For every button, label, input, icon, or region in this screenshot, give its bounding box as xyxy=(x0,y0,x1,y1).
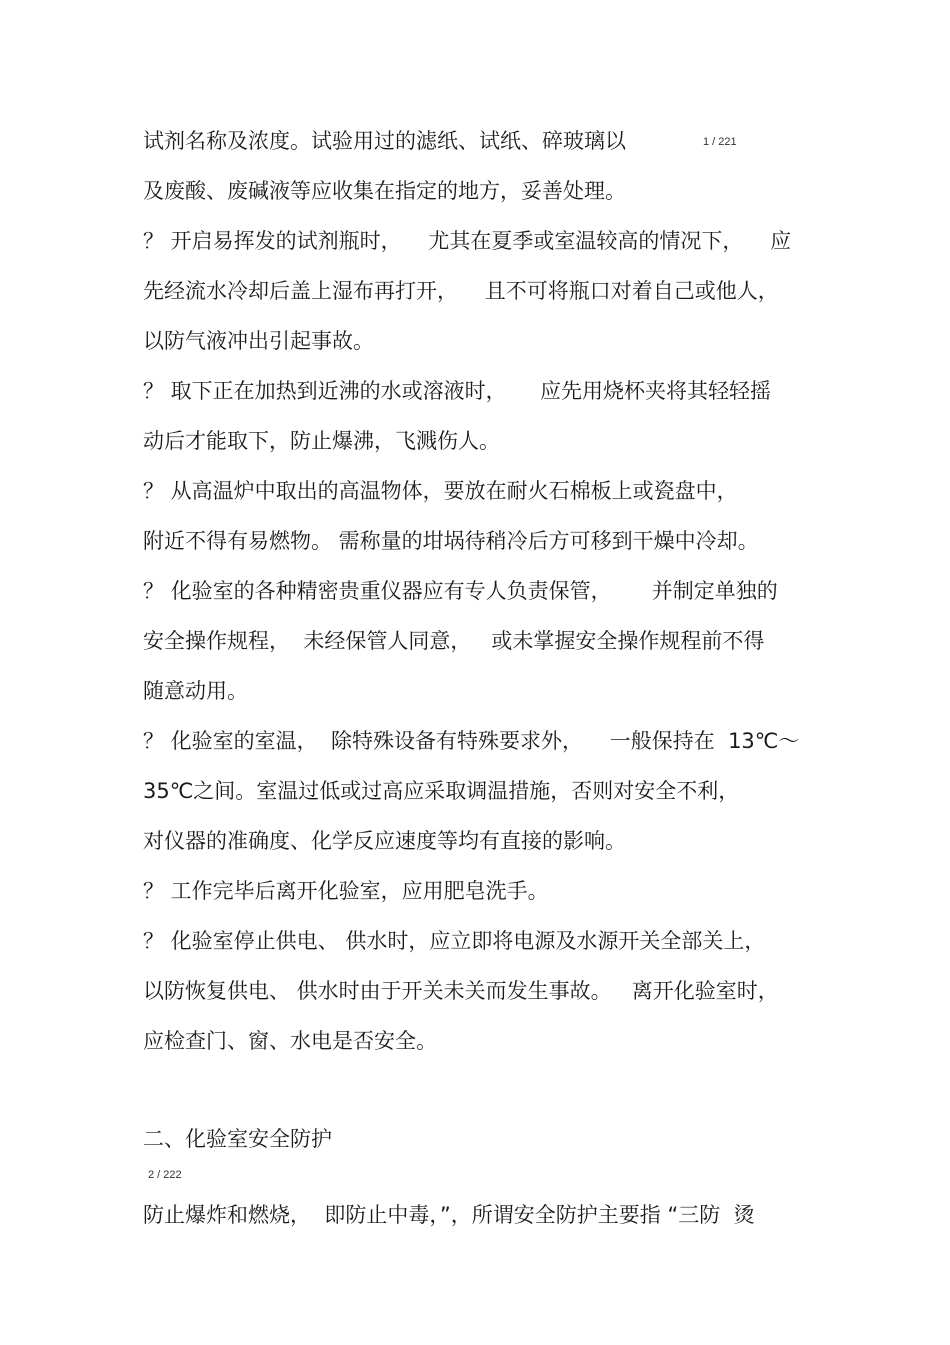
text-line-10: ？ 化验室的各种精密贵重仪器应有专人负责保管， 并制定单独的 xyxy=(143,579,778,603)
text-line-11: 安全操作规程， 未经保管人同意， 或未掌握安全操作规程前不得 xyxy=(143,629,765,653)
text-line-6: ？ 取下正在加热到近沸的水或溶液时， 应先用烧杯夹将其轻轻摇 xyxy=(143,379,772,403)
text-line-4: 先经流水冷却后盖上湿布再打开， 且不可将瓶口对着自己或他人， xyxy=(143,279,779,303)
text-line-12: 随意动用。 xyxy=(143,679,248,703)
text-line-16: ？ 工作完毕后离开化验室，应用肥皂洗手。 xyxy=(143,879,549,903)
text-line-17: ？ 化验室停止供电、 供水时，应立即将电源及水源开关全部关上， xyxy=(143,929,766,953)
text-line-9: 附近不得有易燃物。 需称量的坩埚待稍冷后方可移到干燥中冷却。 xyxy=(143,529,759,553)
text-line-3: ？ 开启易挥发的试剂瓶时， 尤其在夏季或室温较高的情况下， 应 xyxy=(143,229,792,253)
text-line-20: 防止爆炸和燃烧， 即防止中毒，”，所谓安全防护主要指 “三防 烫 xyxy=(143,1203,755,1227)
text-line-5: 以防气液冲出引起事故。 xyxy=(143,329,374,353)
text-line-14: 35℃之间。室温过低或过高应采取调温措施，否则对安全不利， xyxy=(143,779,740,803)
text-line-18: 以防恢复供电、 供水时由于开关未关而发生事故。 离开化验室时， xyxy=(143,979,779,1003)
text-line-8: ？ 从高温炉中取出的高温物体，要放在耐火石棉板上或瓷盘中， xyxy=(143,479,738,503)
text-line-13: ？ 化验室的室温， 除特殊设备有特殊要求外， 一般保持在 13℃～ xyxy=(143,729,800,753)
text-line-7: 动后才能取下，防止爆沸，飞溅伤人。 xyxy=(143,429,500,453)
text-line-19: 应检查门、窗、水电是否安全。 xyxy=(143,1029,437,1053)
page-marker-bottom: 2 / 222 xyxy=(148,1169,182,1181)
section-heading: 二、化验室安全防护 xyxy=(143,1127,332,1151)
page-marker-top: 1 / 221 xyxy=(703,136,737,148)
text-line-2: 及废酸、废碱液等应收集在指定的地方，妥善处理。 xyxy=(143,179,626,203)
text-line-1: 试剂名称及浓度。试验用过的滤纸、试纸、碎玻璃以 xyxy=(143,129,626,153)
text-line-15: 对仪器的准确度、化学反应速度等均有直接的影响。 xyxy=(143,829,626,853)
